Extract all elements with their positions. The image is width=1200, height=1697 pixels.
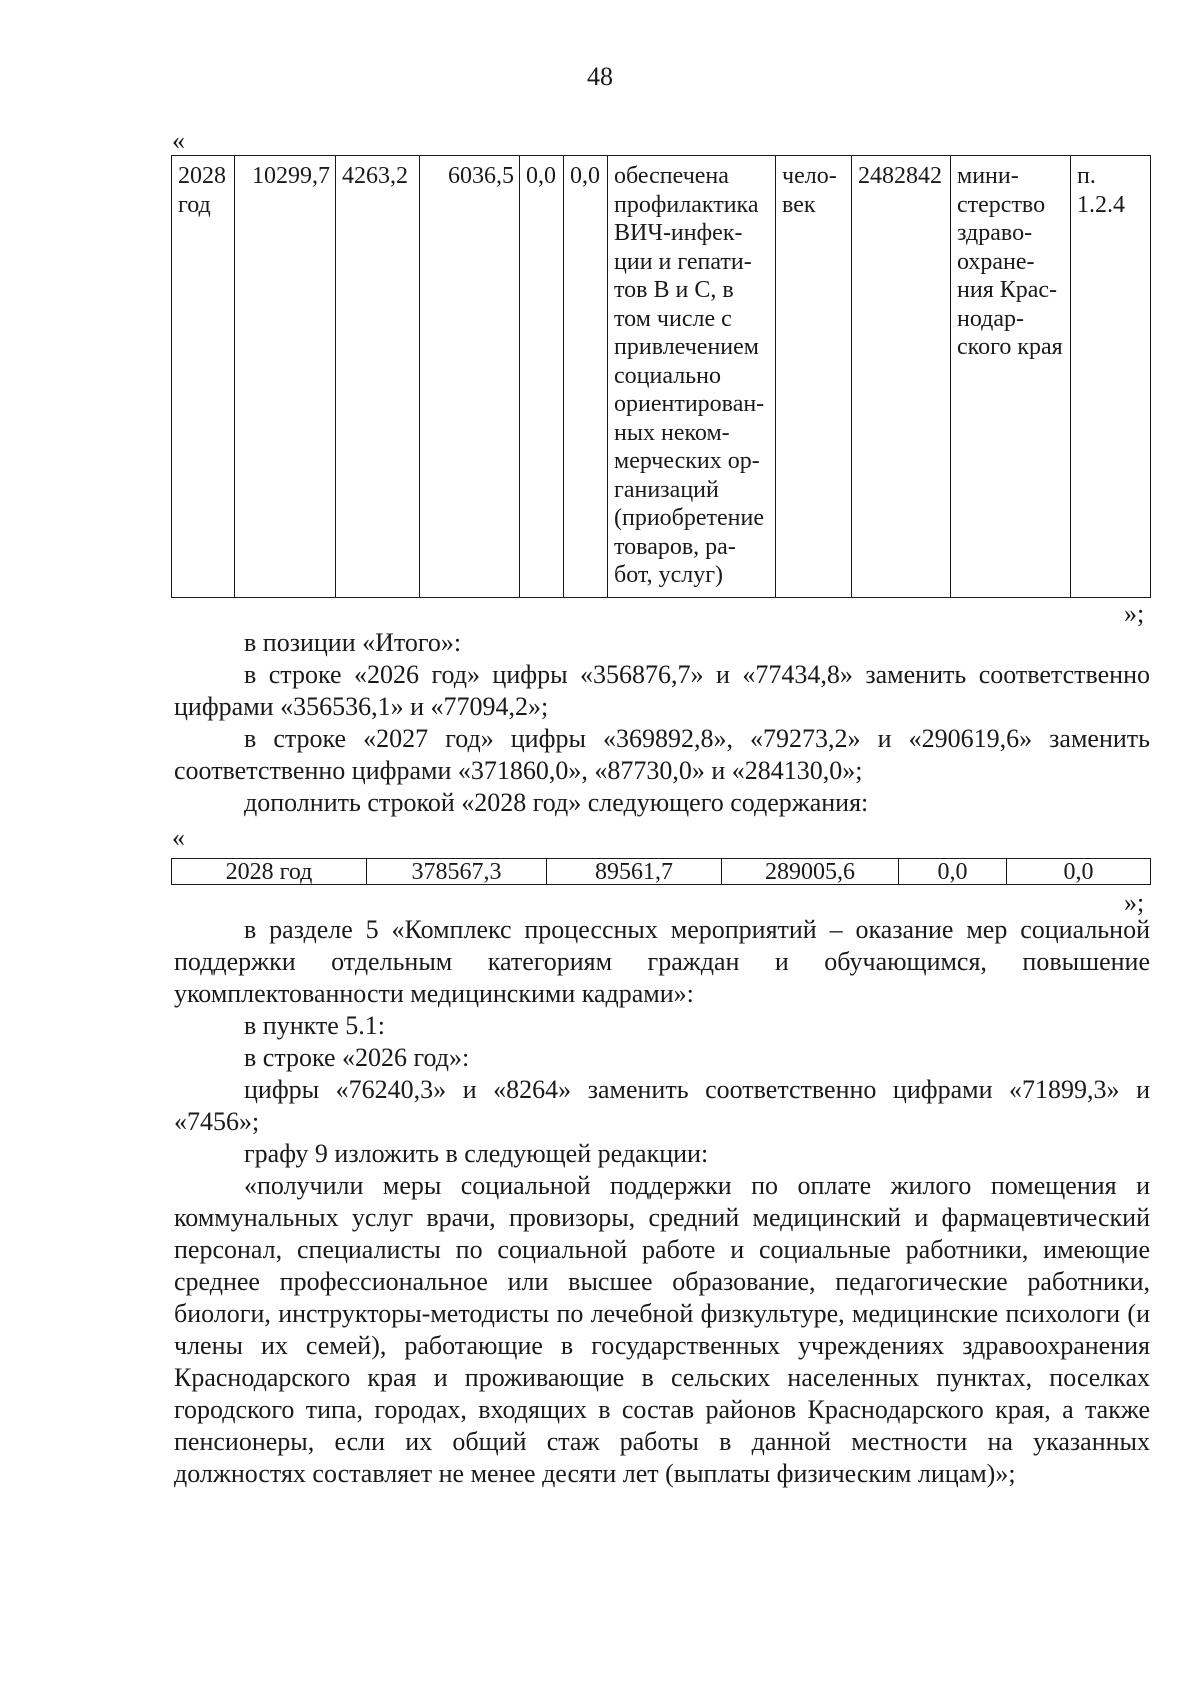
open-quote-1: « (172, 126, 185, 155)
cell-col5: 0,0 (1007, 859, 1151, 885)
cell-col4: 0,0 (520, 156, 564, 598)
paragraph-figures: цифры «76240,3» и «8264» заменить соответственно цифрами «71899,3» и «7456»; (174, 1075, 1150, 1136)
cell-result: обеспечена профилактика ВИЧ-инфек-ции и гепати-тов В и С, в том числе с привлечением социально ориентирован-ных неком-мерческих ор-ганизаций (приобретение товаров, ра-бот, услуг) (608, 156, 776, 598)
paragraph-section-5: в разделе 5 «Комплекс процессных мероприятий – оказание мер социальной поддержки отдельным категориям граждан и обучающимся, повышение укомплектованности медицинскими кадрами»: (174, 915, 1150, 1008)
cell-year: 2028 год (172, 859, 367, 885)
open-quote-2: « (172, 823, 185, 852)
cell-col4: 0,0 (899, 859, 1007, 885)
paragraph-row-2026: в строке «2026 год»: (244, 1043, 470, 1072)
totals-table-2028-row (171, 858, 1151, 885)
cell-year: 2028 год (172, 156, 235, 598)
cell-col2: 89561,7 (547, 859, 722, 885)
paragraph-new-wording: «получили меры социальной поддержки по оплате жилого помещения и коммунальных услуг врачи, провизоры, средний медицинский и фармацевтический персонал, специалисты по социальной работе и социальные работники, имеющие среднее профессиональное или высшее образование, педагогические работники, биологи, инструкторы-методисты по лечебной физкультуре, медицинские психологи (и члены их семей), работающие в государственных учреждениях здравоохранения Краснодарского края и проживающие в сельских населенных пунктах, поселках городского типа, городах, входящих в состав районов Краснодарского края, а также пенсионеры, если их общий стаж работы в данной местности на указанных должностях составляет не менее десяти лет (выплаты физическим лицам)»; (174, 1171, 1150, 1488)
paragraph-itogo: в позиции «Итого»: (244, 628, 462, 657)
cell-value: 2482842 (852, 156, 951, 598)
cell-col5: 0,0 (564, 156, 608, 598)
cell-unit: чело-век (776, 156, 852, 598)
cell-total: 378567,3 (367, 859, 547, 885)
cell-ref: п. 1.2.4 (1071, 156, 1151, 598)
program-table-2028-row (171, 155, 1151, 598)
cell-col3: 6036,5 (420, 156, 520, 598)
paragraph-column-9: графу 9 изложить в следующей редакции: (244, 1139, 709, 1168)
cell-responsible: мини-стерство здраво-охране-ния Крас-нодар-ского края (951, 156, 1071, 598)
cell-col3: 289005,6 (722, 859, 899, 885)
page-number: 48 (587, 62, 613, 91)
paragraph-add-2028: дополнить строкой «2028 год» следующего содержания: (244, 788, 869, 817)
paragraph-2026: в строке «2026 год» цифры «356876,7» и «77434,8» заменить соответственно цифрами «356536,1» и «77094,2»; (174, 660, 1150, 721)
close-quote-1: »; (1124, 599, 1145, 628)
paragraph-point-5-1: в пункте 5.1: (244, 1011, 386, 1040)
cell-col2: 4263,2 (336, 156, 420, 598)
paragraph-2027: в строке «2027 год» цифры «369892,8», «79273,2» и «290619,6» заменить соответственно цифрами «371860,0», «87730,0» и «284130,0»; (174, 724, 1150, 785)
close-quote-2: »; (1124, 888, 1145, 917)
cell-total: 10299,7 (235, 156, 336, 598)
